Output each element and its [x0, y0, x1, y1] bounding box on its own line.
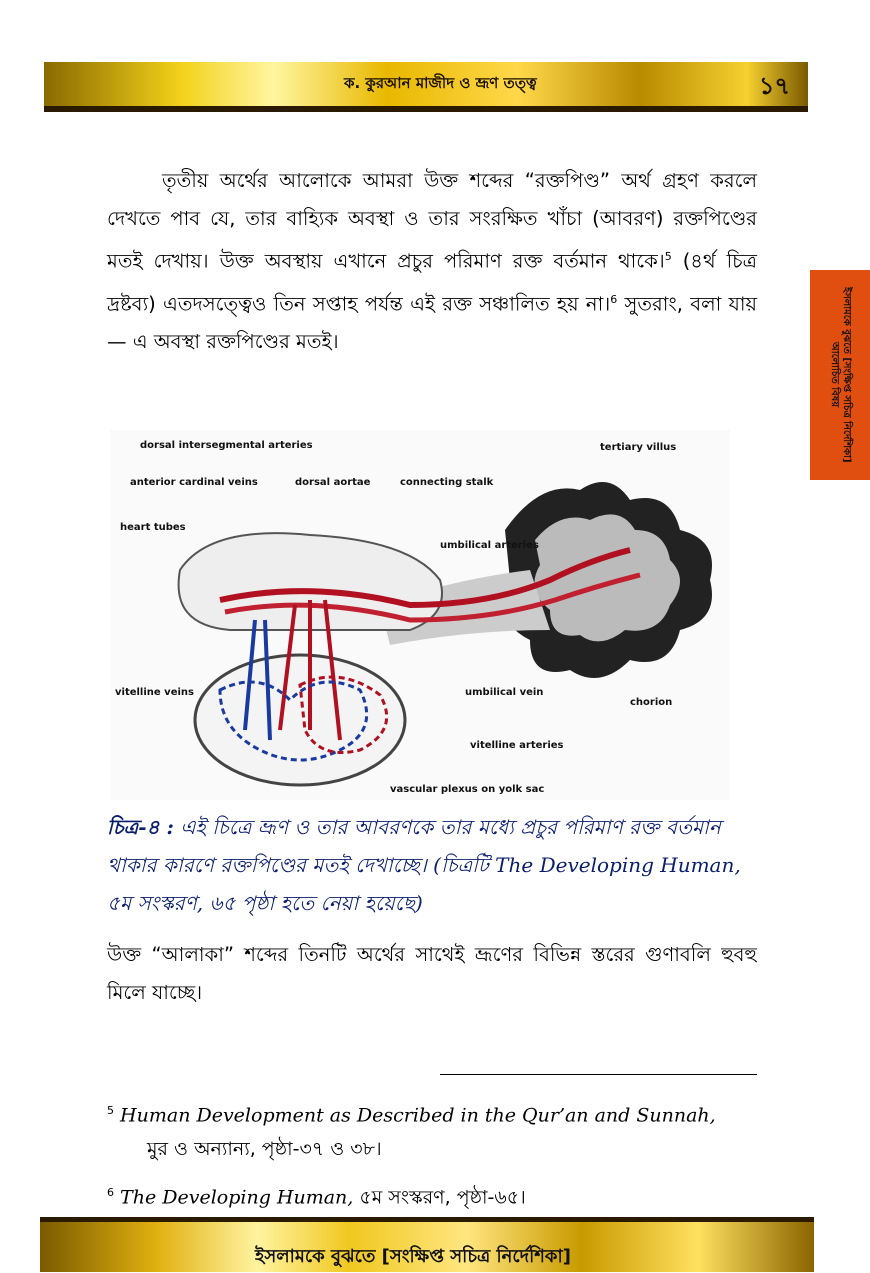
label-anterior-cardinal: anterior cardinal veins [130, 477, 258, 488]
caption-label: চিত্র-৪ : [107, 815, 174, 839]
footnote-divider [440, 1074, 757, 1075]
side-tab-text: ইসলামকে বুঝতে [সংক্ষিপ্ত সচিত্র নির্দেশিকা] আলোচিত বিষয় [829, 287, 852, 463]
chapter-title: ক. কুরআন মাজীদ ও ভ্রূণ তত্ত্ব [344, 74, 537, 92]
label-chorion: chorion [630, 697, 673, 708]
footnote-6-title: The Developing Human, [120, 1186, 354, 1209]
label-tertiary-villus: tertiary villus [600, 442, 677, 453]
label-dorsal-aortae: dorsal aortae [295, 477, 371, 488]
label-connecting-stalk: connecting stalk [400, 477, 494, 488]
para1-part-b: (৪র্থ চিত্র দ্রষ্টব্য) এতদসত্ত্বেও তিন সপ্তাহ পর্যন্ত এই রক্ত সঞ্চালিত হয় না। [107, 249, 757, 315]
footnote-6 [107, 1176, 757, 1214]
label-umbilical-vein: umbilical vein [465, 687, 544, 698]
label-vitelline-veins: vitelline veins [115, 687, 194, 698]
footnote-6-rest: ৫ম সংস্করণ, পৃষ্ঠা-৬৫। [359, 1186, 526, 1209]
paragraph-1 [107, 162, 757, 361]
label-vitelline-arteries: vitelline arteries [470, 740, 564, 751]
footnote-5 [107, 1094, 757, 1166]
embryo-diagram [110, 430, 730, 800]
page-number: ১৭ [758, 72, 790, 100]
footer-title: ইসলামকে বুঝতে [সংক্ষিপ্ত সচিত্র নির্দেশিকা] [255, 1246, 571, 1267]
label-vascular-plexus: vascular plexus on yolk sac [390, 784, 545, 795]
label-umbilical-arteries: umbilical arteries [440, 540, 539, 551]
label-dorsal-intersegmental: dorsal intersegmental arteries [140, 440, 313, 451]
page-header [44, 62, 808, 112]
figure-caption [107, 808, 757, 922]
footnote-ref-6[interactable]: 6 [610, 292, 618, 306]
footnote-ref-5[interactable]: 5 [664, 250, 672, 263]
paragraph-2: উক্ত “আলাকা” শব্দের তিনটি অর্থের সাথেই ভ্রূণের বিভিন্ন স্তরের গুণাবলি হুবহু মিলে যাচ্ছে। [107, 943, 757, 1004]
label-heart-tubes: heart tubes [120, 522, 186, 533]
page-footer [40, 1217, 814, 1272]
para1-part-c: সুতরাং, বলা যায়— এ অবস্থা রক্তপিণ্ডের মতই। [107, 292, 757, 353]
footnote-5-rest: মুর ও অন্যান্য, পৃষ্ঠা-৩৭ ও ৩৮। [147, 1138, 382, 1161]
embryo-figure [110, 430, 730, 800]
para1-part-a: তৃতীয় অর্থের আলোকে আমরা উক্ত শব্দের “রক্তপিণ্ড” অর্থ গ্রহণ করলে দেখতে পাব যে, তার বাহ্যিক অবস্থা ও তার সংরক্ষিত খাঁচা (আবরণ) রক্তপিণ্ডের মতই দেখায়। উক্ত অবস্থায় এখানে প্রচুর পরিমাণ রক্ত বর্তমান থাকে। [107, 169, 757, 273]
side-tab [810, 270, 870, 480]
footnote-5-title: Human Development as Described in the Qur’an and Sunnah, [120, 1104, 716, 1127]
caption-text: এই চিত্রে ভ্রূণ ও তার আবরণকে তার মধ্যে প্রচুর পরিমাণ রক্ত বর্তমান থাকার কারণে রক্তপিণ্ডের মতই দেখাচ্ছে। (চিত্রটি The Developing Human, ৫ম সংস্করণ, ৬৫ পৃষ্ঠা হতে নেয়া হয়েছে) [107, 815, 741, 915]
footnote-6-number: 6 [107, 1186, 114, 1199]
footnote-5-number: 5 [107, 1104, 114, 1117]
